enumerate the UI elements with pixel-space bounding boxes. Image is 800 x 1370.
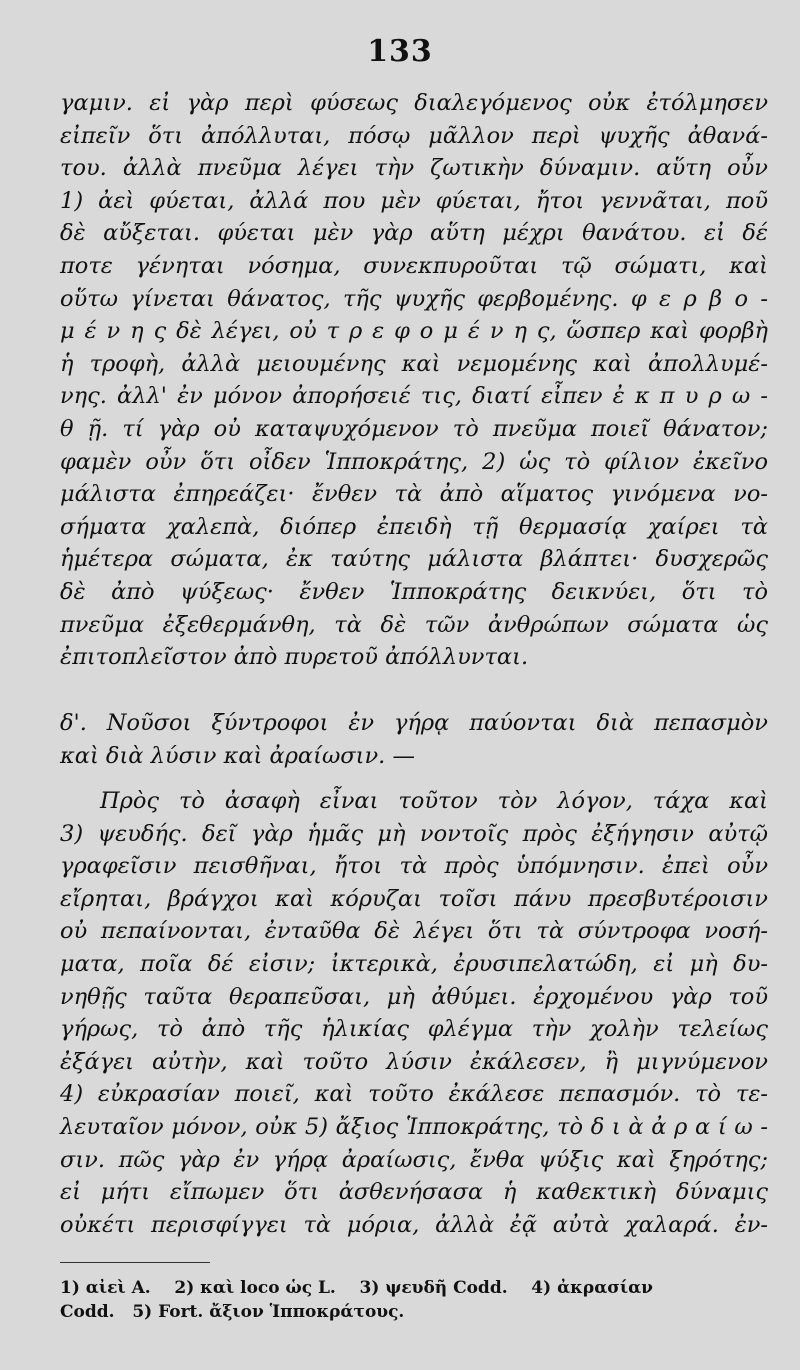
text-line: εἴρηται, βράγχοι καὶ κόρυζαι τοῖσι πάνυ πρεσβυτέροισιν (60, 885, 768, 912)
text-line: λευταῖον μόνον, οὐκ 5) ἄξιος Ἱπποκράτης, τὸ δ ι ὰ ἀ ρ α ί ω - (60, 1113, 768, 1140)
text-line: νηθῇς ταῦτα θεραπεῦσαι, μὴ ἀθύμει. ἐρχομένου γὰρ τοῦ (60, 983, 768, 1010)
text-line: οὐκέτι περισφίγγει τὰ μόρια, ἀλλὰ ἐᾷ αὐτὰ χαλαρά. ἐν- (60, 1211, 768, 1238)
text-line: γήρως, τὸ ἀπὸ τῆς ἡλικίας φλέγμα τὴν χολὴν τελείως (60, 1016, 768, 1043)
text-line: οὕτω γίνεται θάνατος, τῆς ψυχῆς φερβομένης. φ ε ρ β ο - (60, 285, 768, 312)
commentary-text-2 (60, 785, 768, 1241)
text-line: γραφεῖσιν πεισθῆναι, ἤτοι τὰ πρὸς ὑπόμνησιν. ἐπεὶ οὖν (60, 853, 768, 880)
footnotes (60, 1276, 768, 1324)
text-line: οὐ πεπαίνονται, ἐνταῦθα δὲ λέγει ὅτι τὰ σύντροφα νοσή- (60, 918, 768, 945)
footnote-line: Codd. 5) Fort. ἄξιον Ἱπποκράτους. (60, 1302, 405, 1322)
text-line: Πρὸς τὸ ἀσαφὴ εἶναι τοῦτον τὸν λόγον, τάχα καὶ (100, 788, 768, 814)
text-line: ἐπιτοπλεῖστον ἀπὸ πυρετοῦ ἀπόλλυνται. (60, 644, 529, 671)
text-line: 1) ἀεὶ φύεται, ἀλλά που μὲν φύεται, ἤτοι γεννᾶται, ποῦ (60, 187, 768, 214)
text-line: του. ἀλλὰ πνεῦμα λέγει τὴν ζωτικὴν δύναμιν. αὕτη οὖν (60, 155, 768, 182)
text-line: θ ῇ. τί γὰρ οὐ καταψυχόμενον τὸ πνεῦμα ποιεῖ θάνατον; (60, 415, 768, 442)
aphorism-line: δ'. Νοῦσοι ξύντροφοι ἐν γήρᾳ παύονται διὰ πεπασμὸν (60, 710, 768, 736)
text-line: δὲ αὔξεται. φύεται μὲν γὰρ αὕτη μέχρι θανάτου. εἰ δέ (60, 220, 768, 247)
text-line: πνεῦμα ἐξεθερμάνθη, τὰ δὲ τῶν ἀνθρώπων σώματα ὡς (60, 611, 768, 638)
text-line: μάλιστα ἐπηρεάζει· ἔνθεν τὰ ἀπὸ αἵματος γινόμενα νο- (60, 481, 768, 508)
text-line: ἡ τροφὴ, ἀλλὰ μειουμένης καὶ νεμομένης καὶ ἀπολλυμέ- (60, 350, 768, 377)
aphorism-line: καὶ διὰ λύσιν καὶ ἀραίωσιν. — (60, 742, 415, 769)
commentary-text (60, 87, 768, 674)
text-line: ἡμέτερα σώματα, ἐκ ταύτης μάλιστα βλάπτει· δυσχερῶς (60, 546, 768, 573)
text-line: εἰπεῖν ὅτι ἀπόλλυται, πόσῳ μᾶλλον περὶ ψυχῆς ἀθανά- (60, 122, 768, 149)
text-line: φαμὲν οὖν ὅτι οἶδεν Ἱπποκράτης, 2) ὡς τὸ φίλιον ἐκεῖνο (60, 448, 768, 475)
text-line: ματα, ποῖα δέ εἰσιν; ἰκτερικὰ, ἐρυσιπελατώδη, εἰ μὴ δυ- (60, 950, 768, 977)
text-line: ποτε γένηται νόσημα, συνεκπυροῦται τῷ σώματι, καὶ (60, 252, 768, 279)
text-line: γαμιν. εἰ γὰρ περὶ φύσεως διαλεγόμενος οὐκ ἐτόλμησεν (60, 90, 768, 116)
text-line: 4) εὐκρασίαν ποιεῖ, καὶ τοῦτο ἐκάλεσε πεπασμόν. τὸ τε- (60, 1081, 768, 1108)
footnote-line: 1) αἰεὶ A. 2) καὶ loco ὡς L. 3) ψευδῆ Codd. 4) ἀκρασίαν (60, 1278, 653, 1298)
text-line: εἰ μήτι εἴπωμεν ὅτι ἀσθενήσασα ἡ καθεκτικὴ δύναμις (60, 1179, 768, 1206)
text-line: σιν. πῶς γὰρ ἐν γήρᾳ ἀραίωσις, ἔνθα ψύξις καὶ ξηρότης; (60, 1146, 768, 1173)
text-line: μ έ ν η ς δὲ λέγει, οὐ τ ρ ε φ ο μ έ ν η ς, ὥσπερ καὶ φορβὴ (60, 318, 768, 345)
footnote-divider (60, 1262, 210, 1263)
text-line: 3) ψευδής. δεῖ γὰρ ἡμᾶς μὴ νοντοῖς πρὸς ἐξήγησιν αὐτῷ (60, 820, 768, 847)
page-number: 133 (367, 34, 433, 69)
text-line: νης. ἀλλ' ἐν μόνον ἀπορήσειέ τις, διατί εἶπεν ἐ κ π υ ρ ω - (60, 383, 768, 410)
text-line: σήματα χαλεπὰ, διόπερ ἐπειδὴ τῇ θερμασίᾳ χαίρει τὰ (60, 513, 768, 540)
text-line: δὲ ἀπὸ ψύξεως· ἔνθεν Ἱπποκράτης δεικνύει, ὅτι τὸ (60, 578, 768, 605)
aphorism-text (60, 707, 768, 772)
text-line: ἐξάγει αὐτὴν, καὶ τοῦτο λύσιν ἐκάλεσεν, ἢ μιγνύμενον (60, 1048, 768, 1075)
